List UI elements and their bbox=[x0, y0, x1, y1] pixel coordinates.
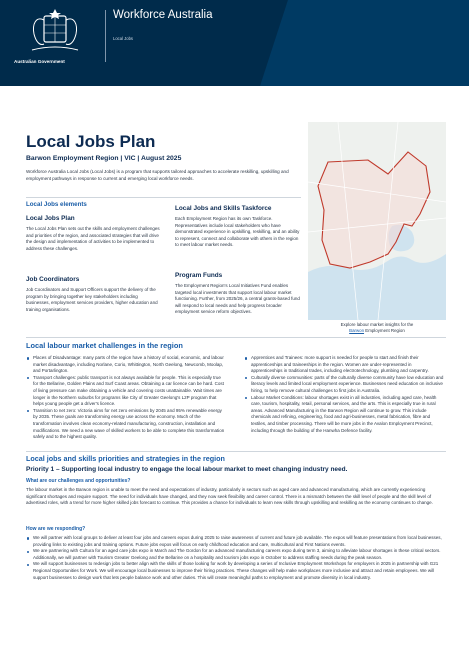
map-caption-suffix: Employment Region bbox=[365, 327, 405, 333]
priorities-heading: Local jobs and skills priorities and strategies in the region bbox=[26, 454, 225, 463]
taskforce-body: Each Employment Region has its own Taskforce. Representatives include local stakeholders who have demonstrated experience in upskilling, reskilling, and an ability to represent, connect and collaborate with others in the region to meet labour market needs. bbox=[175, 216, 300, 248]
brand-title: Workforce Australia bbox=[113, 9, 213, 21]
header-decoration bbox=[258, 0, 469, 86]
program-funds-heading: Program Funds bbox=[175, 272, 223, 279]
local-jobs-plan-body: The Local Jobs Plan sets out the skills and employment challenges and priorities of the region, and associated strategies that will drive the design and implementation of activities to be implemented to address these challenges. bbox=[26, 226, 160, 251]
elements-heading: Local Jobs elements bbox=[26, 201, 87, 208]
list-item: We will support businesses to redesign jobs to better align with the skills of those looking for work by developing a series of Inclusive Employment Workshops for employers in 2025 in partnership with G21 Regional Opportunities for Work. We will encourage local businesses to improve their hiring practices. These changes will help make workplaces more inclusive and attract and retain employees. We will support businesses to design work that lets people balance work and other duties. This will create meaningful paths to employment and promote diversity in local industry. bbox=[26, 561, 446, 581]
program-funds-body: The Employment Region's Local Initiatives Fund enables targeted local investments that support local labour market functioning. Further, from 2025/26, a central grants-based fund will respond to local needs and help progress broader employment service reform objectives. bbox=[175, 283, 300, 315]
map-caption bbox=[308, 322, 446, 334]
job-coordinators-body: Job Coordinators and Support Officers support the delivery of the program by bringing together key stakeholders including businesses, employment services providers, higher education and training organisations. bbox=[26, 287, 158, 312]
barwon-link[interactable]: Barwon bbox=[349, 327, 365, 333]
section-divider bbox=[26, 451, 446, 452]
intro-paragraph: Workforce Australia Local Jobs (Local Jobs) is a program that supports tailored approaches to accelerate reskilling, upskilling and employment pathways in response to current and emerging local workforce needs. bbox=[26, 169, 289, 181]
page-title: Local Jobs Plan bbox=[26, 132, 156, 151]
list-item: Transition to net zero: Victoria aims for net zero emissions by 2045 and 95% renewable energy by 2035. These goals are transforming energy use across the economy. Much of the transformation involves clean economy-related manufacturing, construction, installation and modifications. We need a new wave of skilled workers to be able to complete this transformation safely and to the highest quality. bbox=[26, 408, 226, 441]
header-divider bbox=[105, 10, 106, 62]
response-list bbox=[26, 535, 446, 581]
section-divider bbox=[26, 337, 446, 338]
challenges-heading: Local labour market challenges in the region bbox=[26, 341, 183, 350]
job-coordinators-heading: Job Coordinators bbox=[26, 276, 80, 283]
section-divider bbox=[26, 197, 301, 198]
header-banner bbox=[0, 0, 469, 86]
local-jobs-plan-heading: Local Jobs Plan bbox=[26, 215, 75, 222]
region-map[interactable] bbox=[308, 122, 446, 320]
list-item: Places of Disadvantage: many parts of the region have a history of social, economic, and labour market disadvantage, including Norlane, Corio, Whittington, North Geelong, Newcomb, Moolap, and Portarlington. bbox=[26, 355, 226, 375]
response-question: How are we responding? bbox=[26, 526, 86, 532]
map-caption-prefix: Explore labour market insights for the bbox=[340, 322, 414, 327]
list-item: Apprentices and Trainees: more support is needed for people to start and finish their apprenticeships and traineeships in the region. Women are under-represented in apprenticeships in traditional trades, including electrotechnology, plumbing and carpentry. bbox=[244, 355, 444, 375]
taskforce-heading: Local Jobs and Skills Taskforce bbox=[175, 205, 272, 212]
page-subtitle: Barwon Employment Region | VIC | August 2025 bbox=[26, 155, 182, 162]
brand-subtitle: Local Jobs bbox=[113, 36, 134, 41]
challenges-question: What are our challenges and opportunities? bbox=[26, 478, 131, 484]
challenges-answer: The labour market in the Barwon region is unable to meet the need and expectations of industry, particularly in sectors such as aged care and advanced manufacturing, which are currently experiencing significant shortages and require support. The need for individuals have changed, and they now seek flexibility and career control. There is a mismatch between the skill level of people and the skill level of advertised roles, with a trend for more higher skilled jobs forecast to continue. This provides a chance for individuals to learn new skills through upskilling and reskilling as the economy continues to change. bbox=[26, 487, 433, 506]
list-item: Transport challenges: public transport is not always available for people. This is especially true for the Bellarine, Golden Plains and Surf Coast areas. Obtaining a car licence can be hard. Cost of living pressure can make obtaining a vehicle and covering costs unattainable. Wait times are longer in the Northern suburbs for programs like City of Greater Geelong's L2P program that helps young people get a driver's licence. bbox=[26, 375, 226, 408]
challenges-list-left bbox=[26, 355, 226, 441]
government-label: Australian Government bbox=[14, 59, 65, 64]
list-item: We will partner with local groups to deliver at least four jobs and careers expos during 2025 to raise awareness of current and future job available. The expos will feature presentations from local businesses, providing links to existing jobs and training options. Future jobs expos will focus on early childhood education and care, multicultural and First Nations events. bbox=[26, 535, 446, 548]
coat-of-arms-icon bbox=[14, 8, 98, 58]
challenges-list-right bbox=[244, 355, 444, 434]
list-item: Labour Market Conditions: labour shortages exist in all industries, including aged care, health care, tourism, hospitality, retail, personal services, and the arts. This is especially true in rural areas. Advanced Manufacturing in the Barwon Region will continue to grow. This include chemicals and refining, engineering, food and agri-businesses, metal fabrication, fibre and textiles, and timber processing. There will be more jobs in the Avalon Employment Precinct, including through the building of the Hanwha Defence facility. bbox=[244, 395, 444, 435]
list-item: We are partnering with Cultura for an aged care jobs expo in March and The Gordon for an advanced manufacturing careers expo during term 3, aiming to alleviate labour shortages in these critical sectors. Additionally, we will partner with Tourism Greater Geelong and the Bellarine on a hospitality and tourism jobs expo in October to address staffing needs during the peak season. bbox=[26, 548, 446, 561]
priority-1-heading: Priority 1 – Supporting local industry to engage the local labour market to meet changing industry need. bbox=[26, 466, 348, 473]
list-item: Culturally diverse communities: parts of the culturally diverse community have low education and literacy levels and limited local employment experience. Businesses need education on inclusive hiring, to help remove cultural challenges to first jobs in Australia. bbox=[244, 375, 444, 395]
